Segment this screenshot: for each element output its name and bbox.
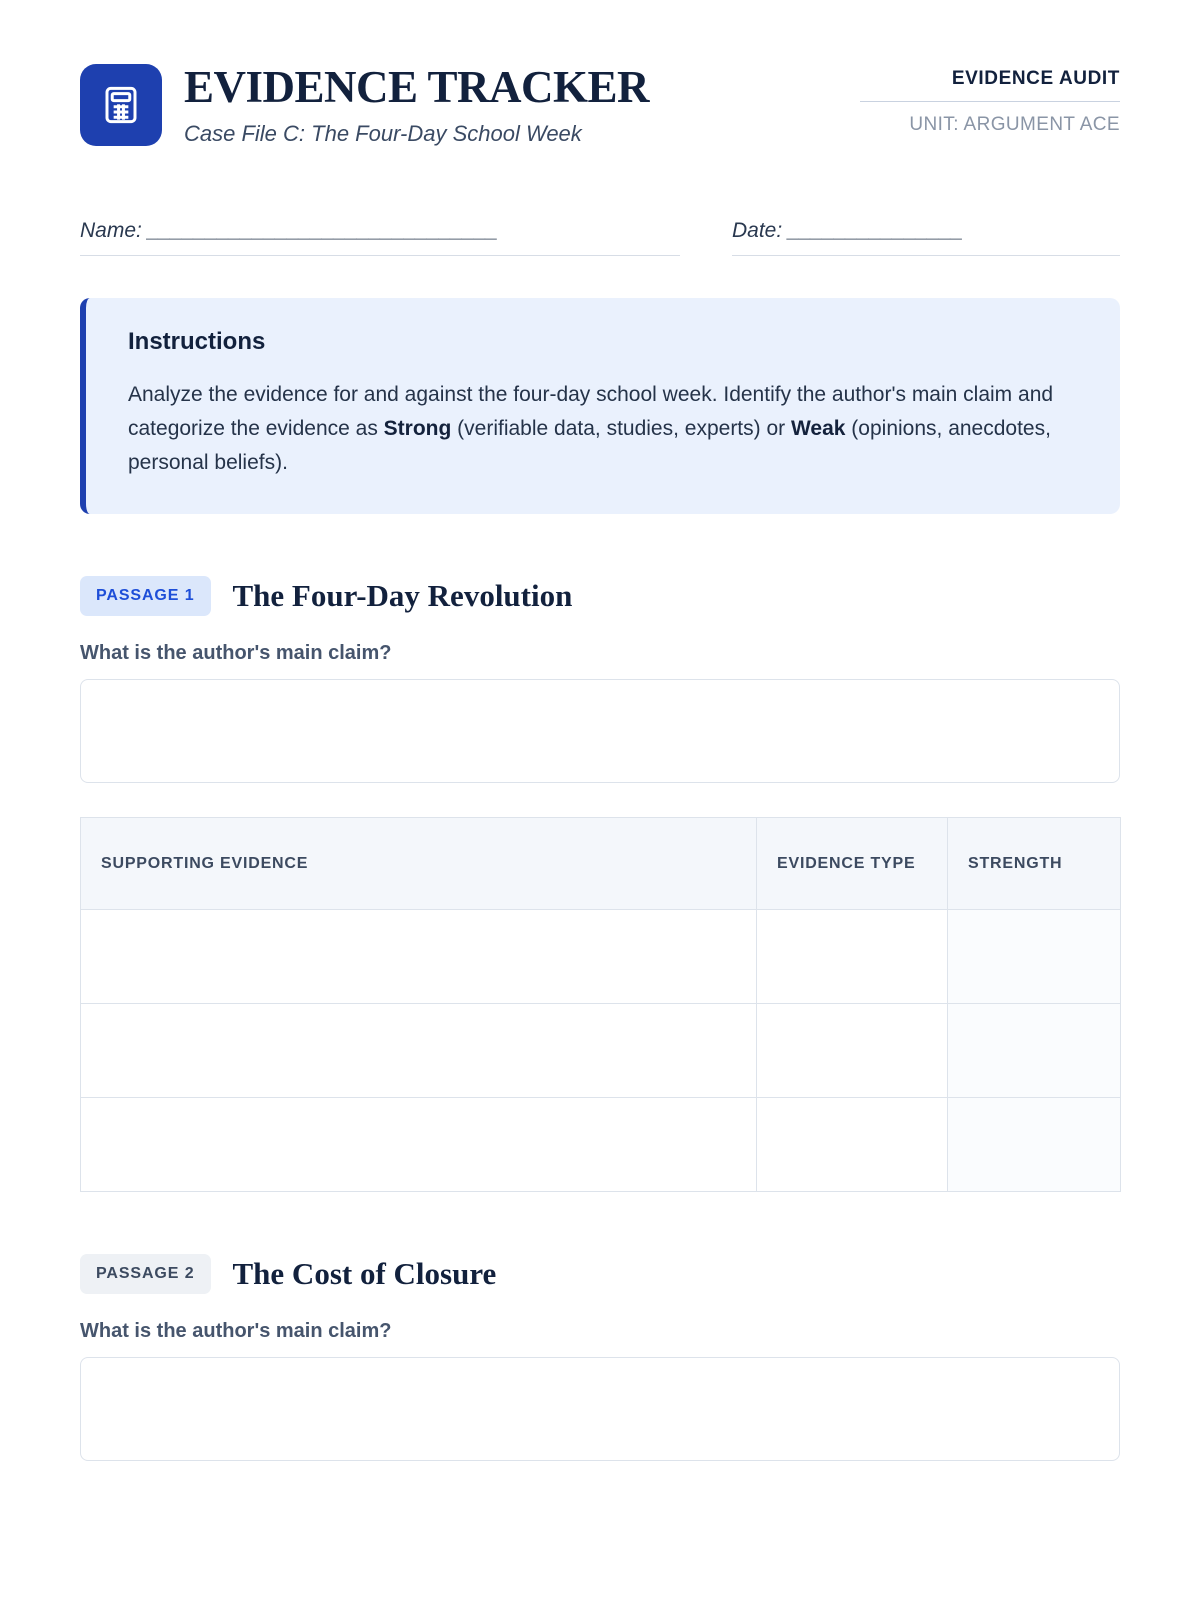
type-cell[interactable] (757, 1004, 948, 1098)
page-title: EVIDENCE TRACKER (184, 62, 650, 112)
document-header (80, 62, 1120, 147)
instructions-heading: Instructions (128, 328, 266, 356)
passage-2-chip: PASSAGE 2 (80, 1254, 211, 1294)
passage-1-header (80, 576, 1120, 616)
type-cell[interactable] (757, 1098, 948, 1192)
passage-1-claim-input[interactable] (80, 679, 1120, 783)
table-header-row (81, 818, 1121, 910)
passage-2-title: The Cost of Closure (232, 1256, 497, 1292)
passage-1-prompt: What is the author's main claim? (80, 642, 392, 665)
type-cell[interactable] (757, 910, 948, 1004)
brand-block (80, 62, 649, 147)
header-meta (860, 62, 1120, 136)
unit-label: UNIT: ARGUMENT ACE (909, 114, 1120, 135)
title-block (184, 62, 649, 147)
audit-label: EVIDENCE AUDIT (860, 68, 1120, 102)
instructions-text-part2: (verifiable data, studies, experts) or (451, 417, 791, 441)
passage-1-title: The Four-Day Revolution (232, 578, 573, 614)
strength-cell[interactable] (948, 910, 1121, 1004)
column-header-type: EVIDENCE TYPE (757, 818, 948, 910)
column-header-evidence: SUPPORTING EVIDENCE (81, 818, 757, 910)
passage-section-2 (80, 1254, 1120, 1461)
evidence-cell[interactable] (81, 1004, 757, 1098)
page-subtitle: Case File C: The Four-Day School Week (184, 121, 582, 147)
instructions-panel (80, 298, 1120, 514)
strength-cell[interactable] (948, 1098, 1121, 1192)
passage-2-claim-input[interactable] (80, 1357, 1120, 1461)
passage-2-header (80, 1254, 1120, 1294)
passage-2-prompt: What is the author's main claim? (80, 1320, 392, 1343)
passage-1-chip: PASSAGE 1 (80, 576, 211, 616)
passage-section-1 (80, 576, 1120, 1192)
column-header-strength: STRENGTH (948, 818, 1121, 910)
strength-cell[interactable] (948, 1004, 1121, 1098)
evidence-cell[interactable] (81, 1098, 757, 1192)
instructions-weak-word: Weak (790, 417, 846, 441)
instructions-text-part3: (opinions, anecdotes, personal beliefs). (128, 417, 1051, 475)
table-row (81, 1004, 1121, 1098)
date-field[interactable]: Date: _______________ (732, 219, 1120, 256)
instructions-strong-word: Strong (383, 417, 452, 441)
table-row (81, 910, 1121, 1004)
evidence-cell[interactable] (81, 910, 757, 1004)
table-row (81, 1098, 1121, 1192)
name-date-row (80, 219, 1120, 256)
name-field[interactable]: Name: ______________________________ (80, 219, 680, 256)
passage-1-evidence-table (80, 817, 1121, 1192)
calculator-icon (80, 64, 162, 146)
instructions-text-part1: Analyze the evidence for and against the four-day school week. Identify the author's main claim and categorize the evidence as (128, 383, 1054, 441)
instructions-text (128, 378, 1086, 480)
